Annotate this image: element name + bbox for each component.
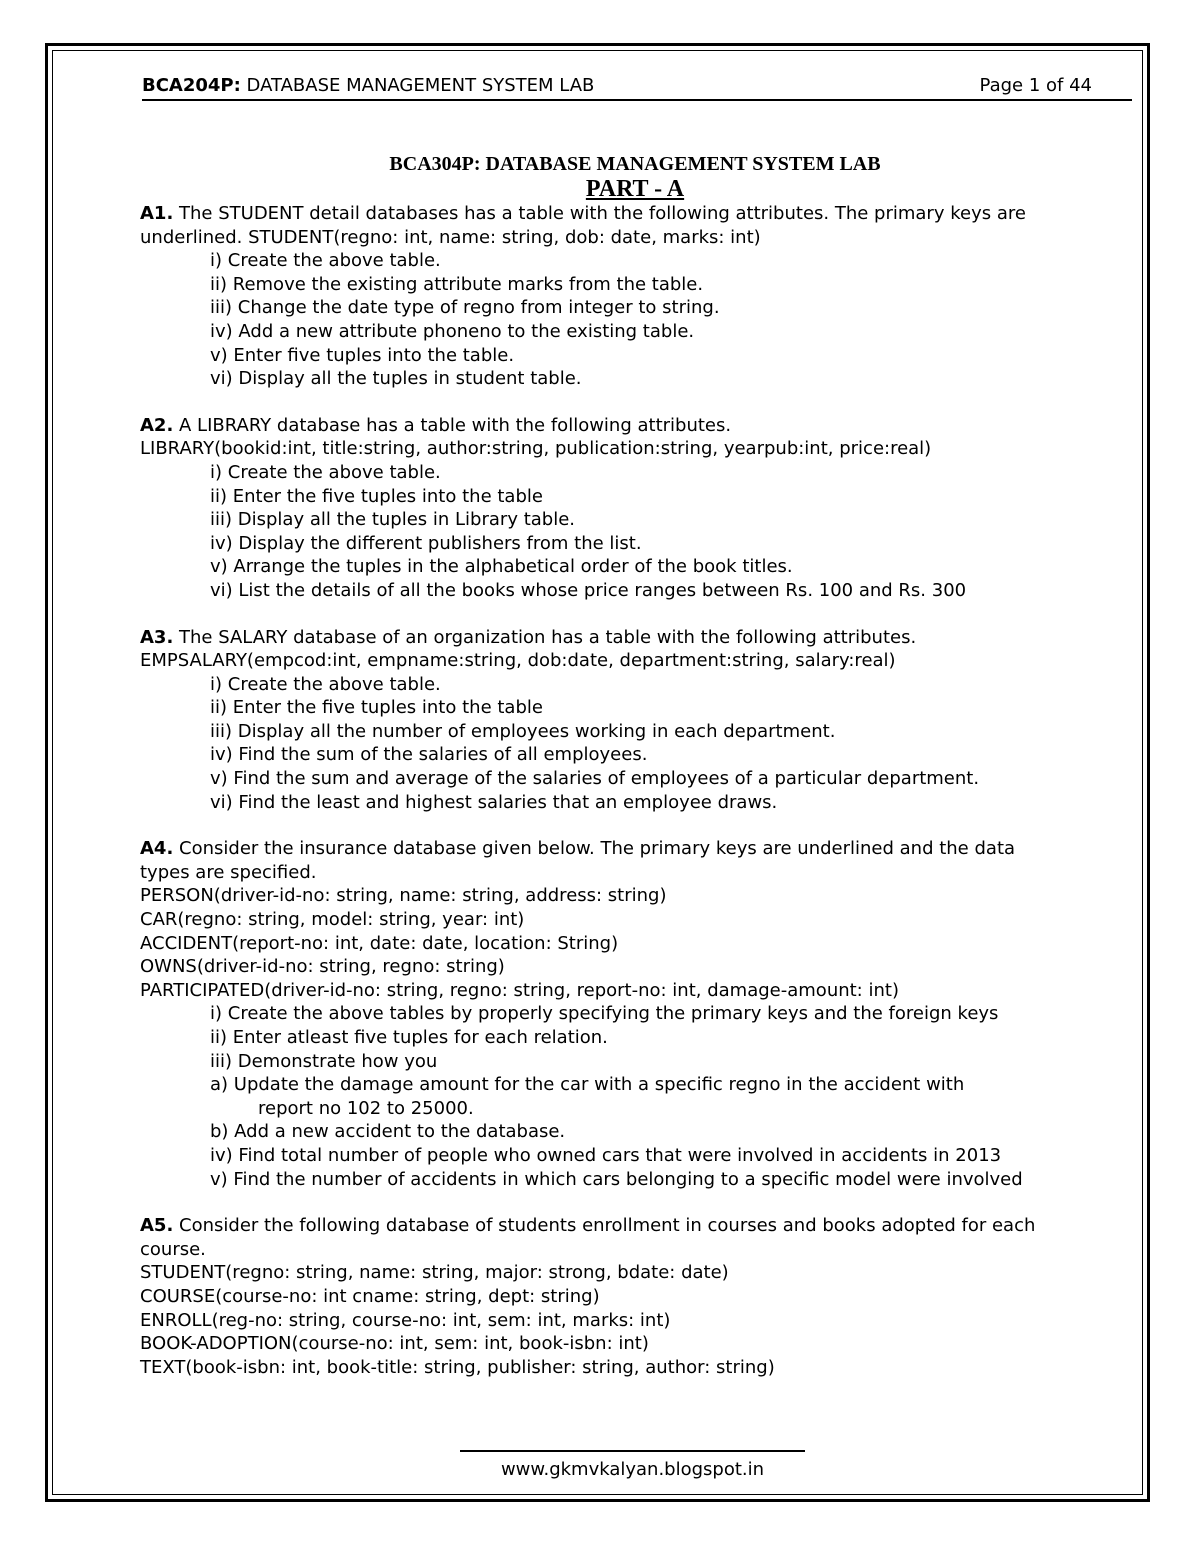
spacer [140,1191,1130,1214]
a3-item: v) Find the sum and average of the salaries of employees of a particular department. [210,768,980,790]
a2-schema: LIBRARY(bookid:int, title:string, author:string, publication:string, yearpub:int, price:real) [140,438,932,460]
page-header [142,73,1132,101]
a5-intro-line-2: course. [140,1238,206,1260]
part-heading: PART - A [585,176,685,202]
a1-intro-line-1 [140,202,1130,226]
a2-item: v) Arrange the tuples in the alphabetical order of the book titles. [210,556,793,578]
a4-item: i) Create the above tables by properly specifying the primary keys and the foreign keys [210,1003,999,1025]
a5-schema: ENROLL(reg-no: string, course-no: int, sem: int, marks: int) [140,1309,671,1331]
a2-intro-text: A LIBRARY database has a table with the following attributes. [173,414,732,436]
a1-intro-text-1: The STUDENT detail databases has a table with the following attributes. The primary keys are [173,203,1026,224]
a4-schema: CAR(regno: string, model: string, year: int) [140,909,525,931]
a4-label: A4. [140,838,174,860]
a4-item: b) Add a new accident to the database. [210,1121,566,1143]
header-course [142,73,594,99]
a1-item: i) Create the above table. [210,250,441,272]
a1-intro-line-2: underlined. STUDENT(regno: int, name: string, dob: date, marks: int) [140,226,761,248]
document-body [140,152,1130,1379]
a2-intro-line [140,414,1130,438]
a1-item: vi) Display all the tuples in student table. [210,368,582,390]
a2-item: vi) List the details of all the books whose price ranges between Rs. 100 and Rs. 300 [210,579,967,601]
a1-item: iv) Add a new attribute phoneno to the existing table. [210,320,695,342]
a3-item: vi) Find the least and highest salaries that an employee draws. [210,791,778,813]
header-course-code: BCA204P: [142,75,241,96]
a4-item-continued: report no 102 to 25000. [258,1097,474,1119]
a4-intro-line-1 [140,837,1130,861]
a4-item: v) Find the number of accidents in which cars belonging to a specific model were involved [210,1168,1023,1190]
a3-item: iii) Display all the number of employees working in each department. [210,720,836,742]
a1-label: A1. [140,203,174,224]
a2-item: iv) Display the different publishers from the list. [210,532,642,554]
a3-intro-line [140,626,1130,650]
a1-item: v) Enter five tuples into the table. [210,344,515,366]
a4-item: iii) Demonstrate how you [210,1050,438,1072]
a3-intro-text: The SALARY database of an organization has a table with the following attributes. [173,626,917,648]
a1-item: iii) Change the date type of regno from integer to string. [210,297,720,319]
a4-item: a) Update the damage amount for the car with a specific regno in the accident with [210,1074,965,1096]
a3-item: i) Create the above table. [210,673,441,695]
a3-item: iv) Find the sum of the salaries of all employees. [210,744,648,766]
a4-schema: ACCIDENT(report-no: int, date: date, location: String) [140,932,619,954]
a3-label: A3. [140,626,174,648]
a2-item: i) Create the above table. [210,461,441,483]
header-course-name: DATABASE MANAGEMENT SYSTEM LAB [240,75,595,96]
a5-label: A5. [140,1215,174,1237]
a2-label: A2. [140,414,174,436]
footer-url: www.gkmvkalyan.blogspot.in [500,1459,765,1480]
a4-schema: OWNS(driver-id-no: string, regno: string) [140,956,505,978]
spacer [140,814,1130,837]
a2-item: ii) Enter the five tuples into the table [210,485,543,507]
a5-intro-line-1 [140,1214,1130,1238]
a4-item: iv) Find total number of people who owned cars that were involved in accidents in 2013 [210,1144,1002,1166]
a3-schema: EMPSALARY(empcod:int, empname:string, dob:date, department:string, salary:real) [140,650,896,672]
a4-schema: PERSON(driver-id-no: string, name: string, address: string) [140,885,667,907]
a2-item: iii) Display all the tuples in Library table. [210,509,576,531]
a5-schema: TEXT(book-isbn: int, book-title: string, publisher: string, author: string) [140,1356,775,1378]
spacer [140,391,1130,414]
header-page-number: Page 1 of 44 [979,75,1092,96]
a1-item: ii) Remove the existing attribute marks from the table. [210,273,704,295]
a5-schema: STUDENT(regno: string, name: string, major: strong, bdate: date) [140,1262,729,1284]
a5-intro-text: Consider the following database of students enrollment in courses and books adopted for each [173,1215,1036,1237]
a4-intro-line-2: types are specified. [140,861,317,883]
footer-rule [460,1450,805,1452]
a4-item: ii) Enter atleast five tuples for each relation. [210,1027,608,1048]
a4-intro-text: Consider the insurance database given below. The primary keys are underlined and the data [173,838,1016,860]
a5-schema: BOOK-ADOPTION(course-no: int, sem: int, book-isbn: int) [140,1333,649,1355]
spacer [140,603,1130,626]
a5-schema: COURSE(course-no: int cname: string, dept: string) [140,1285,600,1307]
document-title: BCA304P: DATABASE MANAGEMENT SYSTEM LAB [389,153,881,175]
a3-item: ii) Enter the five tuples into the table [210,697,543,719]
a4-schema: PARTICIPATED(driver-id-no: string, regno: string, report-no: int, damage-amount: int) [140,979,899,1001]
